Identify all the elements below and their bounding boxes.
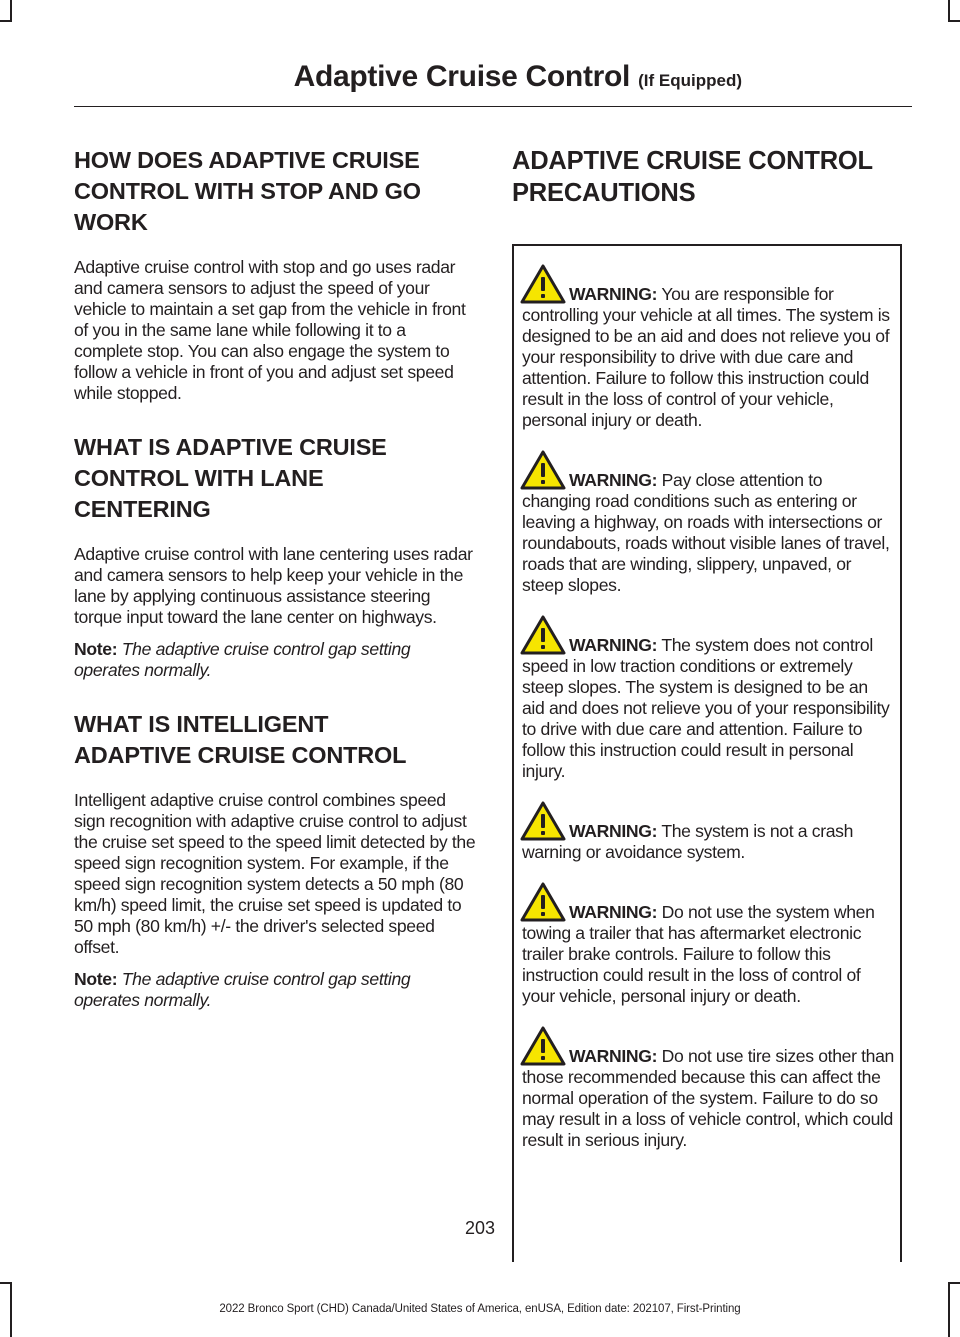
warning-text: The system does not control speed in low traction conditions or extremely steep slopes. The system is designed to be an aid and does not relieve you of your responsibility to drive with due care and attention. Failure to follow this instruction could result in personal injury. [522, 635, 890, 781]
warning-item [522, 450, 894, 596]
section-heading-lane-centering [74, 432, 476, 525]
header-rule [74, 106, 912, 107]
warning-item [522, 801, 894, 863]
warning-item [522, 264, 894, 431]
note-lane-centering [74, 639, 476, 681]
warning-label: WARNING: [569, 284, 658, 304]
section-heading-stop-and-go [74, 145, 476, 238]
paragraph-lane-centering: Adaptive cruise control with lane centering uses radar and camera sensors to help keep your vehicle in the lane by applying continuous assistance steering torque input toward the lane center on highways. [74, 544, 473, 627]
page-footer: 2022 Bronco Sport (CHD) Canada/United States of America, enUSA, Edition date: 202107, First-Printing [219, 1303, 741, 1315]
heading-line: HOW DOES ADAPTIVE CRUISE [74, 147, 420, 173]
heading-line: WHAT IS INTELLIGENT [74, 711, 329, 737]
paragraph-intelligent-acc: Intelligent adaptive cruise control combines speed sign recognition with adaptive cruise control to adjust the cruise set speed to the speed limit detected by the speed sign recognition system. For example, if the speed sign recognition system detects a 50 mph (80 km/h) speed limit, the cruise set speed is updated to 50 mph (80 km/h) +/- the driver's selected speed offset. [74, 790, 476, 957]
crop-mark-top-left-v [10, 0, 12, 22]
note-intelligent-acc [74, 969, 476, 1011]
crop-mark-bottom-left-h [0, 1282, 12, 1284]
warning-triangle-icon [520, 615, 566, 655]
right-column [512, 145, 902, 1262]
crop-mark-top-right-v [948, 0, 950, 22]
warnings-box [512, 244, 902, 1262]
heading-line: WORK [74, 209, 148, 235]
warning-item [522, 882, 894, 1007]
heading-line: CONTROL WITH LANE [74, 465, 324, 491]
warning-triangle-icon [520, 264, 566, 304]
warning-item [522, 615, 894, 782]
warning-item [522, 1026, 894, 1151]
warnings-list [522, 264, 894, 1170]
warning-text: Do not use tire sizes other than those recommended because this can affect the normal operation of the system. Failure to do so may result in a loss of vehicle control, which could result in serious injury. [522, 1046, 894, 1150]
crop-mark-bottom-right-h [948, 1282, 960, 1284]
warning-label: WARNING: [569, 635, 658, 655]
warning-text: Do not use the system when towing a trailer that has aftermarket electronic trailer brake controls. Failure to follow this instruction could result in the loss of control of your vehicle, personal injury or death. [522, 902, 875, 1006]
warning-label: WARNING: [569, 470, 658, 490]
warning-label: WARNING: [569, 902, 658, 922]
section-heading-intelligent-acc [74, 709, 476, 771]
header-title-suffix: (If Equipped) [638, 71, 742, 90]
warning-triangle-icon [520, 801, 566, 841]
section-heading-precautions [512, 145, 902, 209]
note-label: Note: [74, 639, 118, 659]
left-column [74, 145, 476, 1039]
page-header-title [294, 60, 742, 94]
note-label: Note: [74, 969, 118, 989]
note-text: The adaptive cruise control gap setting operates normally. [74, 969, 411, 1010]
crop-mark-top-left-h [0, 20, 12, 22]
heading-line: ADAPTIVE CRUISE CONTROL [74, 742, 407, 768]
warning-text: Pay close attention to changing road conditions such as entering or leaving a highway, on roads with intersections or roundabouts, roads without visible lanes of travel, roads that are winding, slippery, unpaved, or steep slopes. [522, 470, 890, 595]
paragraph-stop-and-go: Adaptive cruise control with stop and go uses radar and camera sensors to adjust the speed of your vehicle to maintain a set gap from the vehicle in front of you in the same lane while following it to a complete stop. You can also engage the system to follow a vehicle in front of you and adjust set speed while stopped. [74, 257, 466, 403]
heading-line: PRECAUTIONS [512, 179, 696, 207]
crop-mark-top-right-h [948, 20, 960, 22]
warning-text: The system is not a crash warning or avoidance system. [522, 821, 854, 862]
page-number: 203 [464, 1218, 496, 1238]
heading-line: WHAT IS ADAPTIVE CRUISE [74, 434, 387, 460]
header-title-text: Adaptive Cruise Control [293, 60, 631, 93]
note-text: The adaptive cruise control gap setting operates normally. [74, 639, 411, 680]
warning-triangle-icon [520, 1026, 566, 1066]
heading-line: ADAPTIVE CRUISE CONTROL [512, 147, 873, 175]
warning-triangle-icon [520, 882, 566, 922]
heading-line: CONTROL WITH STOP AND GO [74, 178, 421, 204]
warning-triangle-icon [520, 450, 566, 490]
warning-text: You are responsible for controlling your vehicle at all times. The system is designed to be an aid and does not relieve you of your responsibility to drive with due care and attention. Failure to follow this instruction could result in the loss of control of your vehicle, personal injury or death. [522, 284, 890, 430]
warning-label: WARNING: [569, 1046, 658, 1066]
heading-line: CENTERING [74, 496, 211, 522]
warning-label: WARNING: [569, 821, 658, 841]
